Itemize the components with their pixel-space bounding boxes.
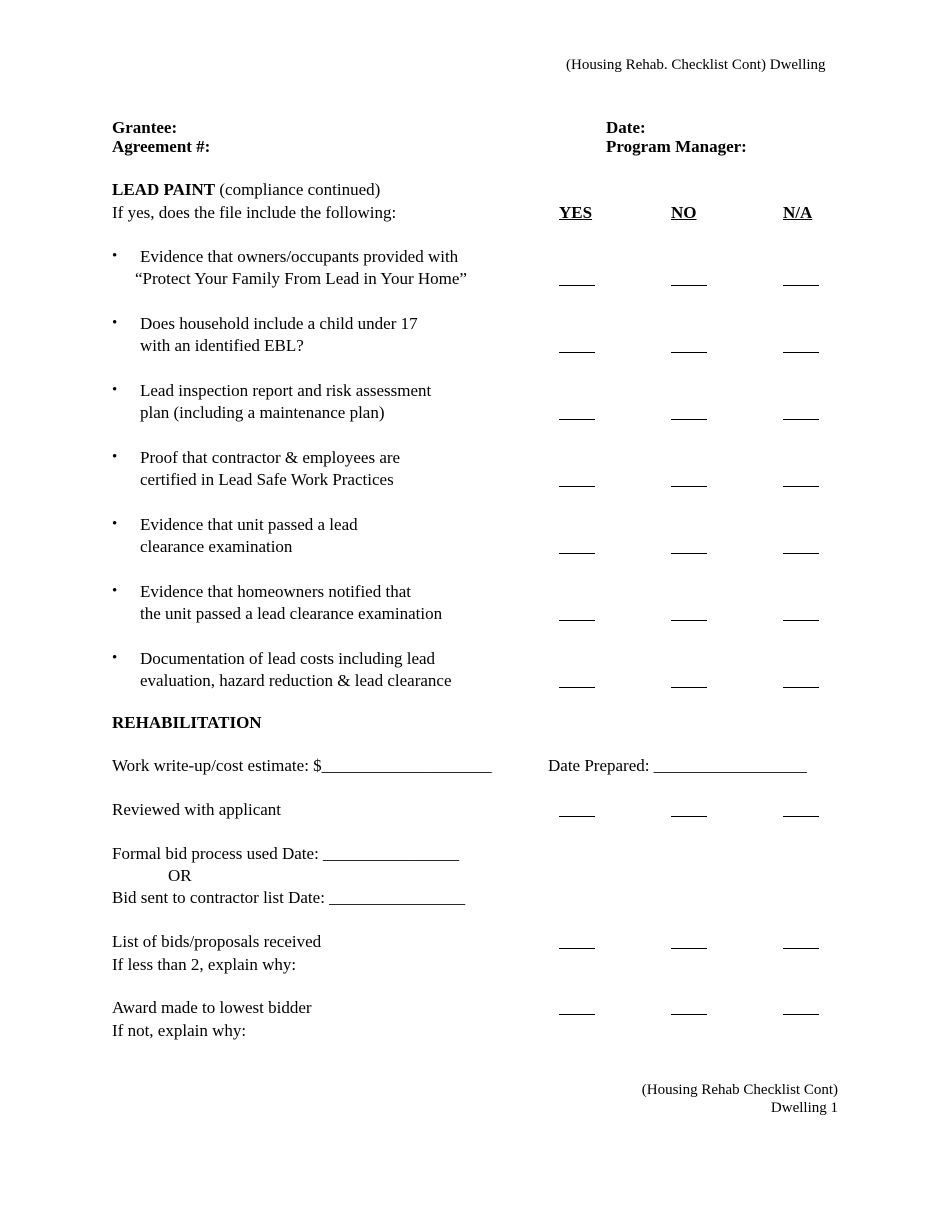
checklist-no-blank[interactable] <box>671 486 707 487</box>
bullet-icon: • <box>112 449 118 465</box>
checklist-yes-blank[interactable] <box>559 553 595 554</box>
reviewed-no-blank[interactable] <box>671 816 707 817</box>
checklist-na-blank[interactable] <box>783 419 819 420</box>
bids-received-label: List of bids/proposals received <box>112 932 322 951</box>
bids-yes-blank[interactable] <box>559 948 595 949</box>
column-na: N/A <box>783 203 813 222</box>
checklist-item-line2: clearance examination <box>140 537 293 556</box>
checklist-no-blank[interactable] <box>671 620 707 621</box>
checklist-item-line2: the unit passed a lead clearance examination <box>140 604 443 623</box>
bids-na-blank[interactable] <box>783 948 819 949</box>
award-no-blank[interactable] <box>671 1014 707 1015</box>
reviewed-label: Reviewed with applicant <box>112 800 282 819</box>
bids-explain-label: If less than 2, explain why: <box>112 955 297 974</box>
lead-paint-heading <box>112 180 380 200</box>
checklist-yes-blank[interactable] <box>559 620 595 621</box>
checklist-yes-blank[interactable] <box>559 285 595 286</box>
date-label: Date: <box>606 118 646 137</box>
bid-sent-field[interactable]: Bid sent to contractor list Date: ________________ <box>112 888 466 907</box>
checklist-item-line1: Proof that contractor & employees are <box>140 448 401 467</box>
bullet-icon: • <box>112 382 118 398</box>
checklist-no-blank[interactable] <box>671 285 707 286</box>
checklist-item-line1: Documentation of lead costs including lead <box>140 649 436 668</box>
award-na-blank[interactable] <box>783 1014 819 1015</box>
checklist-na-blank[interactable] <box>783 620 819 621</box>
program-manager-label: Program Manager: <box>606 137 747 156</box>
checklist-no-blank[interactable] <box>671 687 707 688</box>
work-writeup-field[interactable]: Work write-up/cost estimate: $____________________ <box>112 756 492 775</box>
footer-page: Dwelling 1 <box>770 1100 838 1116</box>
checklist-yes-blank[interactable] <box>559 486 595 487</box>
checklist-na-blank[interactable] <box>783 486 819 487</box>
bullet-icon: • <box>112 650 118 666</box>
checklist-item-line2: “Protect Your Family From Lead in Your Home” <box>135 269 467 288</box>
checklist-yes-blank[interactable] <box>559 687 595 688</box>
checklist-na-blank[interactable] <box>783 687 819 688</box>
grantee-label: Grantee: <box>112 118 178 137</box>
running-header: (Housing Rehab. Checklist Cont) Dwelling <box>566 57 826 73</box>
checklist-no-blank[interactable] <box>671 553 707 554</box>
column-no: NO <box>671 203 697 222</box>
checklist-no-blank[interactable] <box>671 352 707 353</box>
checklist-na-blank[interactable] <box>783 285 819 286</box>
checklist-item-line1: Does household include a child under 17 <box>140 314 418 333</box>
checklist-yes-blank[interactable] <box>559 419 595 420</box>
checklist-item-line2: with an identified EBL? <box>140 336 304 355</box>
lead-paint-note: (compliance continued) <box>215 180 381 199</box>
agreement-label: Agreement #: <box>112 137 211 156</box>
footer-title: (Housing Rehab Checklist Cont) <box>641 1082 838 1098</box>
checklist-item-line1: Evidence that unit passed a lead <box>140 515 358 534</box>
bullet-icon: • <box>112 583 118 599</box>
checklist-no-blank[interactable] <box>671 419 707 420</box>
checklist-yes-blank[interactable] <box>559 352 595 353</box>
bids-no-blank[interactable] <box>671 948 707 949</box>
checklist-item-line1: Evidence that homeowners notified that <box>140 582 411 601</box>
date-prepared-field[interactable]: Date Prepared: __________________ <box>548 756 807 775</box>
reviewed-yes-blank[interactable] <box>559 816 595 817</box>
bullet-icon: • <box>112 315 118 331</box>
award-yes-blank[interactable] <box>559 1014 595 1015</box>
checklist-item-line2: evaluation, hazard reduction & lead clearance <box>140 671 452 690</box>
lead-paint-title: LEAD PAINT <box>112 180 216 199</box>
column-yes: YES <box>559 203 593 222</box>
checklist-item-line1: Lead inspection report and risk assessment <box>140 381 432 400</box>
checklist-item-line1: Evidence that owners/occupants provided with <box>140 247 459 266</box>
bullet-icon: • <box>112 516 118 532</box>
checklist-na-blank[interactable] <box>783 352 819 353</box>
formal-bid-field[interactable]: Formal bid process used Date: ________________ <box>112 844 460 863</box>
checklist-item-line2: plan (including a maintenance plan) <box>140 403 385 422</box>
lead-paint-question: If yes, does the file include the following: <box>112 203 397 222</box>
award-label: Award made to lowest bidder <box>112 998 312 1017</box>
bullet-icon: • <box>112 248 118 264</box>
award-explain-label: If not, explain why: <box>112 1021 247 1040</box>
or-label: OR <box>168 866 192 885</box>
checklist-item-line2: certified in Lead Safe Work Practices <box>140 470 394 489</box>
rehab-heading: REHABILITATION <box>112 713 262 732</box>
checklist-na-blank[interactable] <box>783 553 819 554</box>
reviewed-na-blank[interactable] <box>783 816 819 817</box>
